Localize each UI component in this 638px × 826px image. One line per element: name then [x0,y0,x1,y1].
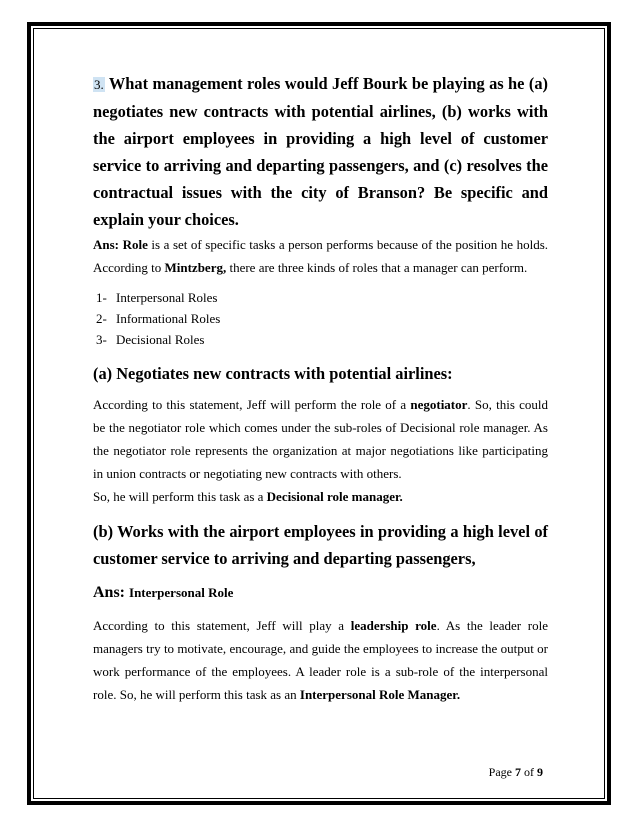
text: . So, this could be the negotiator role which comes under the sub-roles of Decisional role manager. As the negotiator role represents the organization at major negotiations like participating in union contracts or negotiating new contracts with others. [93,397,548,481]
page-number: 7 [515,765,521,779]
roles-list [93,287,548,350]
answer-intro-text-1: is a set of specific tasks a person performs because of the position he holds. According to [93,237,549,275]
text: . As the leader role managers try to motivate, encourage, and guide the employees to increase the output or work performance of the employees. A leader role is a sub-role of the interpersonal role. So, he will perform this task as an [93,618,549,702]
question-3 [93,70,548,233]
list-label: Decisional Roles [116,332,205,347]
ans-label: Ans: [93,584,126,601]
leadership-role-term: leadership role [350,618,437,633]
answer-intro [93,233,548,279]
section-b-heading: (b) Works with the airport employees in providing a high level of customer service to arriving and departing passengers, [93,522,548,568]
list-label: Informational Roles [116,311,221,326]
role-term: Role [122,237,148,252]
question-number: 3. [94,77,104,92]
list-item [96,287,548,308]
list-number: 3- [96,332,107,347]
page-footer [489,765,543,780]
text: According to this statement, Jeff will perform the role of a [93,397,411,412]
interpersonal-role-term: Interpersonal Role Manager. [299,687,461,702]
section-a-paragraph-1 [93,393,548,485]
mintzberg-term: Mintzberg, [164,260,227,275]
section-a-heading: (a) Negotiates new contracts with potential airlines: [93,364,453,383]
list-item [96,329,548,350]
ans-label: Ans: [93,237,120,252]
list-label: Interpersonal Roles [116,290,218,305]
page-total: 9 [537,765,543,779]
document-body [93,70,548,706]
answer-intro-text-2: there are three kinds of roles that a manager can perform. [226,260,528,275]
negotiator-term: negotiator [410,397,468,412]
page-word: Page [488,765,512,779]
text: According to this statement, Jeff will play a [93,618,351,633]
list-number: 2- [96,311,107,326]
decisional-role-term: Decisional role manager. [266,489,403,504]
text: So, he will perform this task as a [93,489,267,504]
section-b-answer [93,582,548,604]
ans-value: Interpersonal Role [129,585,234,600]
question-text: What management roles would Jeff Bourk be playing as he (a) negotiates new contracts with potential airlines, (b) works with the airport employees in providing a high level of customer service to arriving and departing passengers, and (c) resolves the contractual issues with the city of Branson? Be specific and explain your choices. [93,74,548,229]
section-a-paragraph-2 [93,485,548,508]
list-number: 1- [96,290,107,305]
section-b-paragraph [93,614,548,706]
of-word: of [524,765,534,779]
list-item [96,308,548,329]
